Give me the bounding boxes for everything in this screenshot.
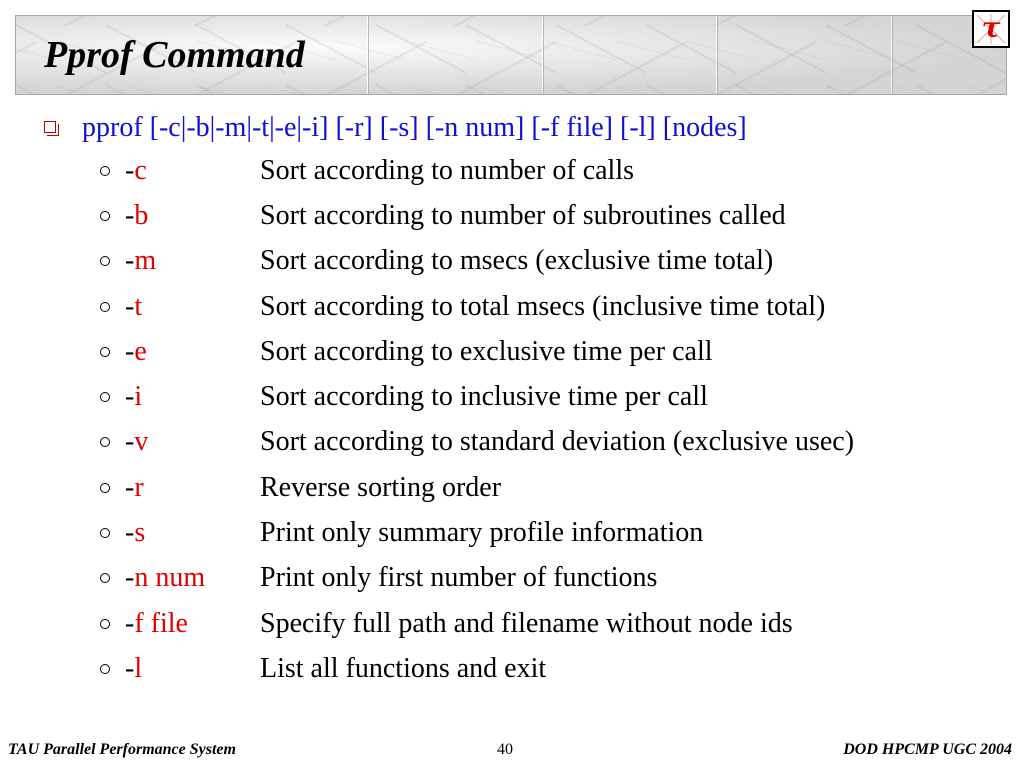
command-syntax-row — [44, 108, 747, 148]
option-flag-dash: - — [125, 381, 135, 413]
circle-bullet-icon — [100, 392, 110, 402]
option-flag-dash: - — [125, 245, 135, 277]
option-flag-code: i — [134, 381, 143, 413]
banner-divider — [891, 16, 892, 94]
option-row — [96, 420, 854, 465]
option-flag — [125, 426, 260, 458]
circle-bullet-icon — [100, 437, 110, 447]
option-flag-code: f file — [134, 607, 188, 639]
option-description: Sort according to standard deviation (exclusive usec) — [260, 426, 855, 458]
option-description: Sort according to exclusive time per call — [260, 335, 713, 367]
circle-bullet-icon — [100, 256, 110, 266]
option-flag — [125, 245, 260, 277]
option-flag — [125, 336, 260, 368]
option-row — [96, 601, 854, 646]
option-flag — [125, 155, 260, 187]
page-number: 40 — [497, 741, 513, 758]
option-description: Reverse sorting order — [260, 471, 502, 503]
option-flag — [125, 517, 260, 549]
option-flag-code: e — [134, 335, 147, 367]
option-flag-code: s — [134, 517, 146, 549]
option-row — [96, 556, 854, 601]
option-flag-dash: - — [125, 199, 135, 231]
circle-bullet-icon — [100, 664, 110, 674]
option-row — [96, 193, 854, 238]
option-row — [96, 239, 854, 284]
options-list — [96, 148, 854, 692]
footer-right-text: DOD HPCMP UGC 2004 — [843, 741, 1012, 758]
option-flag-code: l — [134, 652, 143, 684]
option-row — [96, 284, 854, 329]
option-flag-dash: - — [125, 562, 135, 594]
circle-bullet-icon — [100, 573, 110, 583]
banner-divider — [716, 16, 717, 94]
option-flag-code: b — [134, 199, 149, 231]
option-flag — [125, 381, 260, 413]
option-flag-dash: - — [125, 290, 135, 322]
option-flag — [125, 291, 260, 323]
option-description: Print only summary profile information — [260, 517, 704, 549]
option-row — [96, 148, 854, 193]
option-flag — [125, 653, 260, 685]
footer-left-text: TAU Parallel Performance System — [8, 741, 236, 758]
option-flag-code: c — [134, 154, 147, 186]
option-row — [96, 374, 854, 419]
option-flag-dash: - — [125, 652, 135, 684]
circle-bullet-icon — [100, 483, 110, 493]
option-description: List all functions and exit — [260, 652, 547, 684]
option-description: Sort according to msecs (exclusive time total) — [260, 245, 774, 277]
banner-divider — [367, 16, 368, 94]
option-flag-dash: - — [125, 426, 135, 458]
option-flag-dash: - — [125, 471, 135, 503]
option-flag — [125, 562, 260, 594]
circle-bullet-icon — [100, 211, 110, 221]
circle-bullet-icon — [100, 302, 110, 312]
logo-tau-glyph: τ — [981, 11, 1001, 44]
option-row — [96, 465, 854, 510]
shadowed-square-bullet-icon — [44, 121, 59, 136]
option-flag-dash: - — [125, 517, 135, 549]
option-flag-code: n num — [134, 562, 206, 594]
slide-title: Pprof Command — [44, 34, 305, 76]
option-flag-dash: - — [125, 607, 135, 639]
option-flag — [125, 472, 260, 504]
circle-bullet-icon — [100, 528, 110, 538]
option-flag-dash: - — [125, 154, 135, 186]
option-row — [96, 646, 854, 691]
option-description: Sort according to number of calls — [260, 154, 635, 186]
option-description: Sort according to number of subroutines called — [260, 199, 786, 231]
option-flag — [125, 200, 260, 232]
option-flag-code: r — [134, 471, 144, 503]
option-row — [96, 510, 854, 555]
circle-bullet-icon — [100, 619, 110, 629]
option-flag-code: v — [134, 426, 149, 458]
option-description: Print only first number of functions — [260, 562, 658, 594]
option-description: Sort according to total msecs (inclusive time total) — [260, 290, 826, 322]
tau-logo-icon — [972, 10, 1010, 48]
option-description: Sort according to inclusive time per call — [260, 381, 708, 413]
banner-divider — [542, 16, 543, 94]
command-syntax: pprof [-c|-b|-m|-t|-e|-i] [-r] [-s] [-n num] [-f file] [-l] [nodes] — [82, 112, 747, 143]
option-flag-code: t — [134, 290, 143, 322]
option-description: Specify full path and filename without node ids — [260, 607, 793, 639]
option-row — [96, 329, 854, 374]
circle-bullet-icon — [100, 166, 110, 176]
option-flag-dash: - — [125, 335, 135, 367]
option-flag-code: m — [134, 245, 157, 277]
circle-bullet-icon — [100, 347, 110, 357]
option-flag — [125, 608, 260, 640]
